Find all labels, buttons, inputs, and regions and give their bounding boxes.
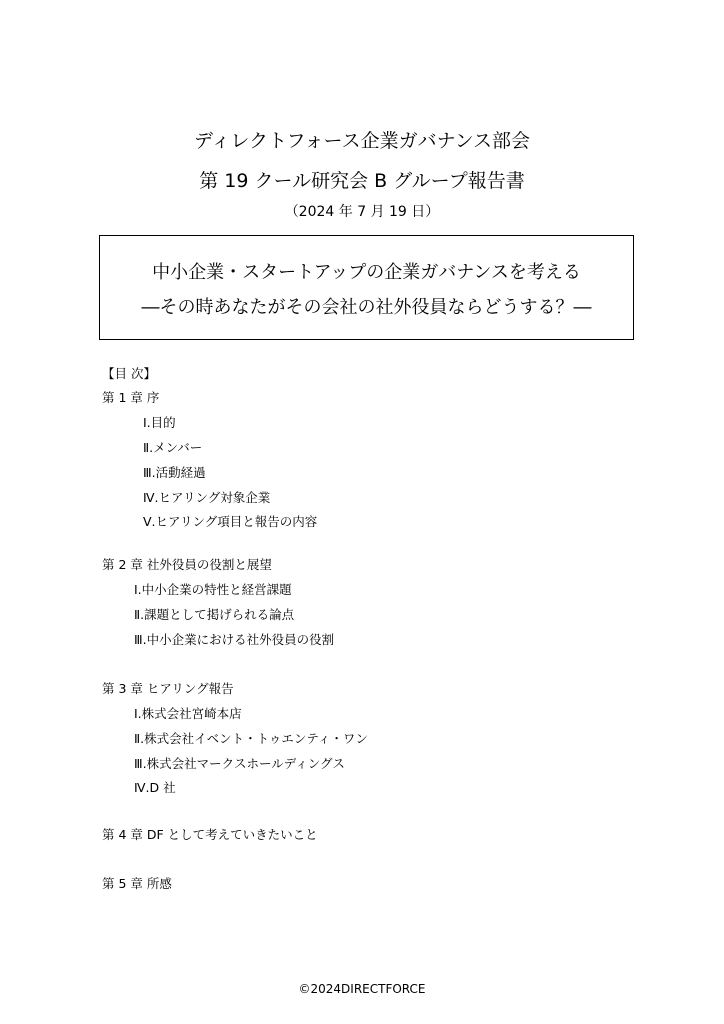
toc-heading: 【目 次】 <box>102 366 156 381</box>
toc-item: Ⅴ.ヒアリング項目と報告の内容 <box>143 514 318 529</box>
toc-item: Ⅰ.目的 <box>143 415 176 430</box>
toc-item: Ⅲ.活動経過 <box>143 465 206 480</box>
toc-item: Ⅱ.メンバー <box>143 440 203 455</box>
topic-line1: 中小企業・スタートアップの企業ガバナンスを考える <box>152 262 581 283</box>
toc-item: Ⅲ.中小企業における社外役員の役割 <box>134 632 335 647</box>
report-date: （2024 年 7 月 19 日） <box>284 204 440 220</box>
toc-item: Ⅱ.株式会社イベント・トゥエンティ・ワン <box>134 731 368 746</box>
toc-chapter-3: 第 3 章 ヒアリング報告 <box>102 681 234 696</box>
toc-chapter-2: 第 2 章 社外役員の役割と展望 <box>102 557 272 572</box>
toc-chapter-1: 第 1 章 序 <box>102 390 160 405</box>
toc-item: Ⅳ.D 社 <box>134 780 176 795</box>
toc-chapter-4: 第 4 章 DF として考えていきたいこと <box>102 827 318 842</box>
toc-item: Ⅰ.中小企業の特性と経営課題 <box>134 582 292 597</box>
toc-item: Ⅲ.株式会社マークスホールディングス <box>134 756 345 771</box>
toc-item: Ⅱ.課題として掲げられる論点 <box>134 607 295 622</box>
copyright-footer: ©2024DIRECTFORCE <box>298 982 426 996</box>
report-title-line1: ディレクトフォース企業ガバナンス部会 <box>193 130 531 152</box>
toc-item: Ⅰ.株式会社宮崎本店 <box>134 706 242 721</box>
toc-item: Ⅳ.ヒアリング対象企業 <box>143 490 271 505</box>
toc-chapter-5: 第 5 章 所感 <box>102 876 172 891</box>
report-title-line2: 第 19 クール研究会 B グループ報告書 <box>199 170 525 192</box>
topic-line2: ―その時あなたがその会社の社外役員ならどうする？― <box>141 297 592 318</box>
